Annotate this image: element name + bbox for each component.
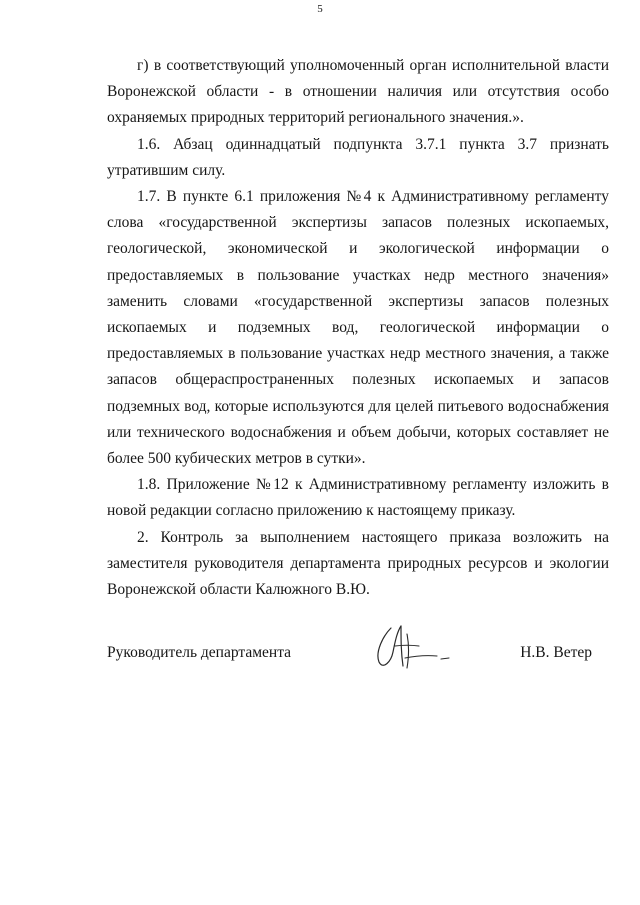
signatory-name: Н.В. Ветер	[520, 644, 592, 661]
paragraph-1-6: 1.6. Абзац одиннадцатый подпункта 3.7.1 пункта 3.7 признать утратившим силу.	[107, 135, 609, 179]
signatory-title: Руководитель департамента	[107, 644, 292, 661]
document-body	[107, 53, 609, 603]
paragraph-1-8: 1.8. Приложение №12 к Административному регламенту изложить в новой редакции согласно приложению к настоящему приказу.	[107, 476, 609, 520]
page-number: 5	[317, 3, 323, 15]
handwritten-signature	[357, 618, 457, 680]
signature-block	[107, 640, 609, 690]
paragraph-subitem-g: г) в соответствующий уполномоченный орган исполнительной власти Воронежской области - в отношении наличия или отсутствия особо охраняемых природных территорий регионального значения.».	[107, 57, 609, 127]
paragraph-1-7: 1.7. В пункте 6.1 приложения №4 к Административному регламенту слова «государственной экспертизы запасов полезных ископаемых, геологической, экономической и экологической информации о предоставляемых в пользование участках недр местного значения» заменить словами «государственной экспертизы запасов полезных ископаемых и подземных вод, геологической информации о предоставляемых в пользование участках недр местного значения, а также запасов общераспространенных полезных ископаемых и запасов подземных вод, которые используются для целей питьевого водоснабжения или технического водоснабжения и объем добычи, которых составляет не более 500 кубических метров в сутки».	[107, 188, 609, 468]
paragraph-2-control: 2. Контроль за выполнением настоящего приказа возложить на заместителя руководителя департамента природных ресурсов и экологии Воронежской области Калюжного В.Ю.	[107, 528, 609, 599]
